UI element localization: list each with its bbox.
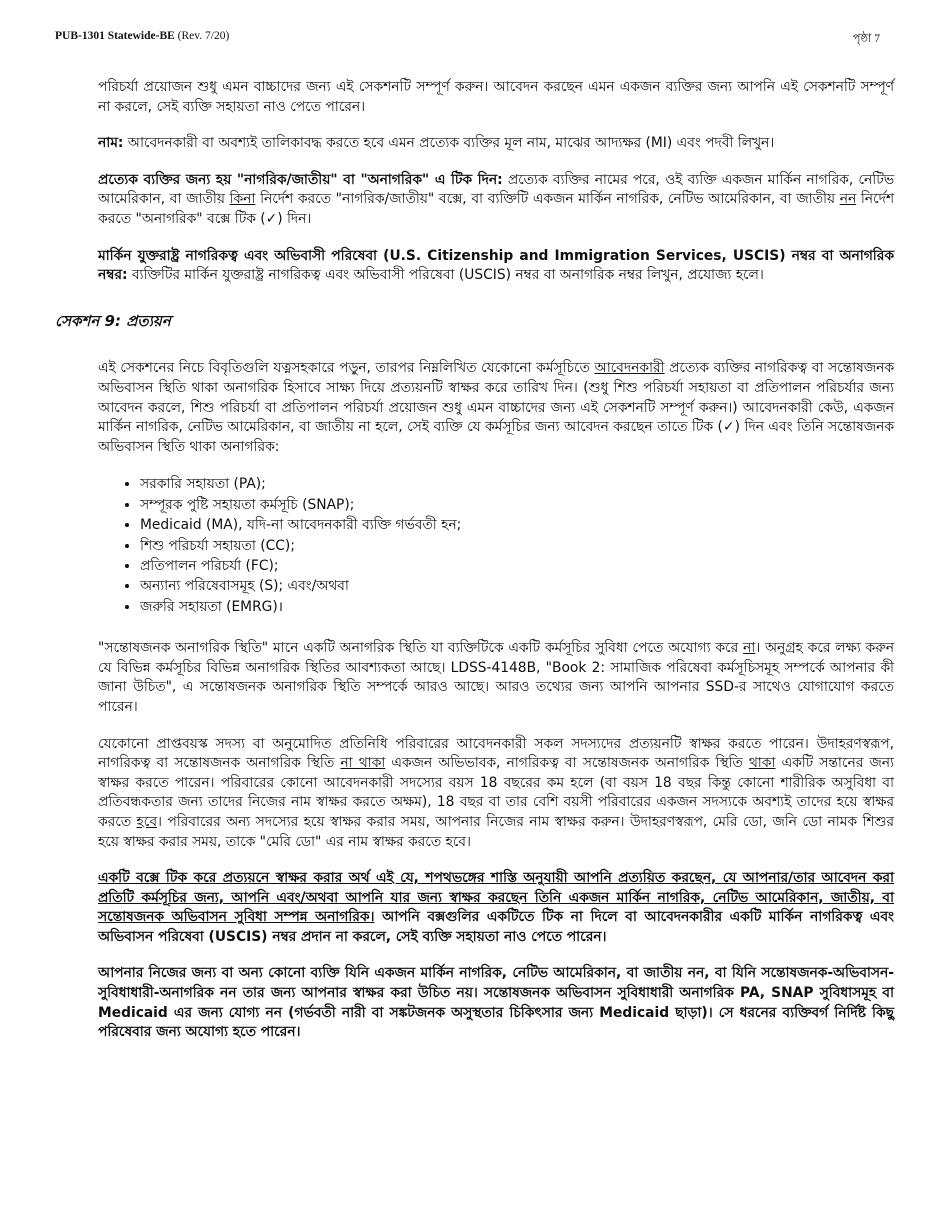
citizen-instructions (98, 171, 894, 230)
perjury-warning (98, 869, 894, 947)
citizen-text-1: প্রত্যেক ব্যক্তির নামের পরে, ওই ব্যক্তি একজন মার্কিন নাগরিক, নেটিভ আমেরিকান, বা জাতীয় (98, 171, 894, 208)
form-id: PUB-1301 Statewide-BE (55, 30, 175, 42)
citizen-underline-1: কিনা (229, 191, 256, 208)
signing-underline-3: হবে (136, 813, 158, 830)
signing-paragraph (98, 735, 894, 853)
status-text-a: "সন্তোষজনক অনাগরিক স্থিতি" মানে একটি অনাগরিক স্থিতি যা ব্যক্তিটিকে একটি কর্মসূচির সুবিধা পেতে অযোগ্য করে (98, 640, 744, 657)
cert-underline: আবেদনকারী (594, 360, 665, 377)
signing-restriction-warning: আপনার নিজের জন্য বা অন্য কোনো ব্যক্তি যিনি একজন মার্কিন নাগরিক, নেটিভ আমেরিকান, বা জাতীয় নন, বা যিনি সন্তোষজনক-অভিবাসন-সুবিধাধারী-অনাগরিক নন তার জন্য আপনার স্বাক্ষর করা উচিত নয়। সন্তোষজনক অভিবাসন সুবিধাধারী অনাগরিক PA, SNAP সুবিধাসমূহ বা Medicaid এর জন্য যোগ্য নন (গর্ভবতী নারী বা সঙ্কটজনক অসুস্থতার চিকিৎসার জন্য Medicaid ছাড়া)। সে ধরনের ব্যক্তিবর্গ নির্দিষ্ট কিছু পরিষেবার জন্য অযোগ্য হতে পারেন। (98, 965, 894, 1041)
page-number: পৃষ্ঠা 7 (852, 33, 880, 45)
program-item: • শিশু পরিচর্যা সহায়তা (CC); (140, 536, 894, 556)
signing-underline-1: না থাকা (340, 755, 386, 772)
program-list (98, 474, 894, 617)
signing-underline-2: থাকা (748, 755, 776, 772)
uscis-text: ব্যক্তিটির মার্কিন যুক্তরাষ্ট্র নাগরিকত্ব এবং অভিবাসী পরিষেবা (USCIS) নম্বর বা অনাগরিক নম্বর লিখুন, প্রযোজ্য হলে। (127, 267, 764, 284)
citizen-underline-2: নন (839, 191, 857, 208)
satisfactory-status-paragraph (98, 639, 894, 717)
name-label: নাম: (98, 135, 124, 152)
status-text-b: । অনুগ্রহ করে লক্ষ্য করুন যে বিভিন্ন কর্মসূচির বিভিন্ন অনাগরিক স্থিতির আবশ্যকতা আছে। LDSS-4148B, "Book 2: সামাজিক পরিষেবা কর্মসূচিসমূহ সম্পর্কে আপনার কী জানা উচিত", এ সন্তোষজনক অনাগরিক স্থিতি সম্পর্কে আরও আছে। আরও তথ্যের জন্য আপনি আপনার SSD-র সাথেও যোগাযোগ করতে পারেন। (98, 640, 894, 715)
citizen-label: প্রত্যেক ব্যক্তির জন্য হয় "নাগরিক/জাতীয়" বা "অনাগরিক" এ টিক দিন: (98, 171, 503, 188)
perjury-underlined: একটি বক্সে টিক করে প্রত্যয়নে স্বাক্ষর করার অর্থ এই যে, শপথভঙ্গের শাস্তি অনুযায়ী আপনি প্রত্যয়িত করছেন, যে আপনার/তার আবেদন করা প্রতিটি কর্মসূচির জন্য, আপনি এবং/অথবা আপনি যার জন্য স্বাক্ষর করছেন তিনি একজন মার্কিন নাগরিক, নেটিভ আমেরিকান, জাতীয়, বা সন্তোষজনক অভিবাসন সুবিধা সম্পন্ন অনাগরিক। (98, 870, 894, 926)
status-underline: না (743, 640, 756, 657)
cert-text-a: এই সেকশনের নিচে বিবৃতিগুলি যত্নসহকারে পড়ুন, তারপর নিম্নলিখিত যেকোনো কর্মসূচিতে (98, 360, 595, 377)
program-item: • সম্পূরক পুষ্টি সহায়তা কর্মসূচি (SNAP); (140, 495, 894, 515)
page-header (55, 30, 880, 49)
name-instructions (98, 134, 894, 154)
document-body (55, 78, 894, 1060)
citizen-text-2: নির্দেশ করতে "নাগরিক/জাতীয়" বক্সে, বা ব্যক্তিটি একজন মার্কিন নাগরিক, নেটিভ আমেরিকান, বা জাতীয় (255, 191, 840, 208)
perjury-rest: আপনি বক্সগুলির একটিতে টিক না দিলে বা আবেদনকারীর একটি মার্কিন নাগরিকত্ব এবং অভিবাসন পরিষেবা (USCIS) নম্বর প্রদান না করলে, সেই ব্যক্তি সহায়তা নাও পেতে পারেন। (98, 909, 894, 945)
program-item: • প্রতিপালন পরিচর্যা (FC); (140, 556, 894, 576)
form-identifier (55, 30, 229, 49)
name-text: আবেদনকারী বা অবশ্যই তালিকাবদ্ধ করতে হবে এমন প্রত্যেক ব্যক্তির মূল নাম, মাঝের আদ্যক্ষর (MI) এবং পদবী লিখুন। (123, 135, 775, 152)
section-9-heading: সেকশন 9: প্রত্যয়ন (55, 311, 171, 330)
signing-text-b: একজন অভিভাবক, নাগরিকত্ব বা সন্তোষজনক অনাগরিক স্থিতি (385, 755, 749, 772)
signing-text-c: একটি সন্তানের জন্য স্বাক্ষর করতে পারেন। পরিবারের কোনো আবেদনকারী সদস্যের বয়স 18 বছরের কম হলে (বা বয়স 18 বছর কিন্তু কোনো শারীরিক অসুবিধা বা প্রতিবন্ধকতার জন্য তাদের নিজের নাম স্বাক্ষর করতে অক্ষম), 18 বছর বা তার বেশি বয়সী পরিবারের একজন সদস্যকে অবশ্যই তাদের হয়ে স্বাক্ষর করতে (98, 755, 894, 830)
uscis-label: মার্কিন যুক্তরাষ্ট্র নাগরিকত্ব এবং অভিবাসী পরিষেবা (U.S. Citizenship and Immigration Services, USCIS) নম্বর বা অনাগরিক নম্বর: (98, 247, 894, 284)
cert-text-b: প্রত্যেক ব্যক্তির নাগরিকত্ব বা সন্তোষজনক অভিবাসন স্থিতি থাকা অনাগরিক হিসাবে সাক্ষ্য দিয়ে প্রত্যয়নটি স্বাক্ষর করে তারিখ দিন। (শুধু শিশু পরিচর্যা সহায়তা বা প্রতিপালন পরিচর্যার জন্য আবেদন করলে, শিশু পরিচর্যা বা প্রতিপালন পরিচর্যা প্রয়োজন শুধু এমন বাচ্চাদের জন্য এই সেকশনটি সম্পূর্ণ করুন।) আবেদনকারী কেউ, একজন মার্কিন নাগরিক, নেটিভ আমেরিকান, বা জাতীয় না হলে, সেই ব্যক্তি যে কর্মসূচির জন্য আবেদন করছেন তাতে টিক (✓) দিন এবং তিনি সন্তোষজনক অভিবাসন স্থিতি থাকা অনাগরিক: (98, 360, 894, 455)
program-item: • Medicaid (MA), যদি-না আবেদনকারী ব্যক্তি গর্ভবতী হন; (140, 515, 894, 535)
certification-paragraph (98, 359, 894, 457)
program-item: • সরকারি সহায়তা (PA); (140, 474, 894, 494)
program-item: • জরুরি সহায়তা (EMRG)। (140, 597, 894, 617)
signing-text-a: যেকোনো প্রাপ্তবয়স্ক সদস্য বা অনুমোদিত প্রতিনিধি পরিবারের আবেদনকারী সকল সদস্যদের প্রত্যয়নটি স্বাক্ষর করতে পারেন। উদাহরণস্বরূপ, নাগরিকত্ব বা সন্তোষজনক অনাগরিক স্থিতি (98, 735, 894, 772)
program-item: • অন্যান্য পরিষেবাসমূহ (S); এবং/অথবা (140, 576, 894, 596)
intro-paragraph: পরিচর্যা প্রয়োজন শুধু এমন বাচ্চাদের জন্য এই সেকশনটি সম্পূর্ণ করুন। আবেদন করছেন এমন একজন ব্যক্তির জন্য আপনি এই সেকশনটি সম্পূর্ণ না করলে, সেই ব্যক্তি সহায়তা নাও পেতে পারেন। (98, 79, 894, 115)
uscis-instructions (98, 247, 894, 286)
signing-text-d: । পরিবারের অন্য সদস্যের হয়ে স্বাক্ষর করার সময়, আপনার নিজের নাম স্বাক্ষর করুন। উদাহরণস্বরূপ, মেরি ডো, জনি ডো নামক শিশুর হয়ে স্বাক্ষর করার সময়, তাকে "মেরি ডো" এর নাম স্বাক্ষর করতে হবে। (98, 813, 894, 850)
citizen-text-3: নির্দেশ করতে "অনাগরিক" বক্সে টিক (✓) দিন। (98, 191, 894, 227)
form-revision: (Rev. 7/20) (177, 30, 230, 42)
